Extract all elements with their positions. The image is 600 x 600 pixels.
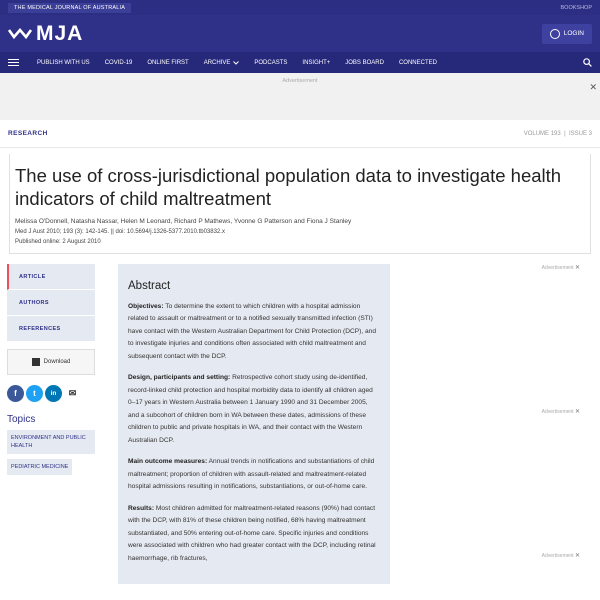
design-text: Retrospective cohort study using de-identified, record-linked child protection and hospital morbidity data to identify all children aged 0–17 years in Western Australia between 1 January 1990 and 31 December 2005, and a subcohort of children born in WA between these dates, admissions of these children to public and private hospitals in WA, and their contact with the Western Australian DCP. bbox=[128, 374, 373, 444]
site-header bbox=[0, 15, 600, 52]
section-label[interactable]: RESEARCH bbox=[8, 130, 48, 137]
pdf-icon bbox=[32, 358, 40, 366]
article-body bbox=[0, 254, 600, 584]
nav-item-covid[interactable]: COVID-19 bbox=[104, 59, 133, 66]
published-date: Published online: 2 August 2010 bbox=[15, 239, 101, 245]
results-text: Most children admitted for maltreatment-related reasons (90%) had contact with the DCP, with 81% of these children being notified, 68% having maltreatment substantiated, and 50% entering out-of-home care. Specific injuries and conditions were associated with children who had greater contact with the DCP, including retinal haemorrhage, rib fractures, bbox=[128, 504, 376, 562]
topic-pediatric-medicine[interactable]: PEDIATRIC MEDICINE bbox=[7, 459, 72, 475]
main-nav bbox=[0, 52, 600, 73]
nav-item-publish[interactable]: PUBLISH WITH US bbox=[37, 59, 90, 66]
abstract-objectives bbox=[128, 301, 380, 364]
objectives-text: To determine the extent to which children with a hospital admission related to assault or maltreatment or to a notified sexually transmitted infection (STI) have contact with the Western Australian Department for Child Protection (DCP), and to investigate injuries and conditions often associated with child maltreatment and subsequent contact with the DCP. bbox=[128, 302, 376, 360]
side-ad-3 bbox=[542, 552, 580, 559]
ad-label-3: Advertisement bbox=[541, 553, 574, 559]
logo-text: MJA bbox=[36, 21, 84, 45]
abstract-heading: Abstract bbox=[128, 280, 171, 292]
abstract-outcomes bbox=[128, 456, 380, 494]
article-authors: Melissa O'Donnell, Natasha Nassar, Helen M Leonard, Richard P Mathews, Yvonne G Patterson and Fiona J Stanley bbox=[15, 218, 352, 225]
top-bar bbox=[0, 0, 600, 15]
article-title: The use of cross-jurisdictional population data to investigate health indicators of child maltreatment bbox=[15, 165, 562, 209]
side-ad-2 bbox=[542, 408, 580, 415]
close-ad-icon-3[interactable]: ✕ bbox=[574, 553, 580, 559]
article-header bbox=[9, 154, 591, 254]
outcomes-text: Annual trends in notifications and substantiations of child maltreatment; proportion of children with assault-related and maltreatment-related hospital admissions resulting in notifications, substantiations, or out-of-home care. bbox=[128, 458, 375, 490]
section-bar bbox=[0, 120, 600, 148]
linkedin-icon[interactable]: in bbox=[45, 385, 62, 402]
article-citation: Med J Aust 2010; 193 (3): 142-145. || doi: 10.5694/j.1326-5377.2010.tb03832.x bbox=[15, 229, 225, 235]
article-sidebar bbox=[7, 264, 95, 584]
side-ad-1 bbox=[542, 264, 580, 271]
facebook-icon[interactable]: f bbox=[7, 385, 24, 402]
nav-item-insight[interactable]: INSIGHT+ bbox=[302, 59, 331, 66]
tab-authors[interactable]: AUTHORS bbox=[7, 290, 95, 316]
volume-issue: VOLUME 193 | ISSUE 3 bbox=[523, 130, 592, 137]
results-label: Results: bbox=[128, 504, 155, 512]
nav-item-archive-label: ARCHIVE bbox=[203, 59, 231, 66]
advertisement-label: Advertisement bbox=[282, 78, 318, 84]
nav-item-online-first[interactable]: ONLINE FIRST bbox=[147, 59, 189, 66]
email-icon[interactable]: ✉ bbox=[64, 385, 81, 402]
nav-item-connected[interactable]: CONNECTED bbox=[398, 59, 437, 66]
close-ad-icon-2[interactable]: ✕ bbox=[574, 409, 580, 415]
topics-heading: Topics bbox=[7, 414, 36, 425]
chevron-logo-icon bbox=[8, 27, 32, 41]
tab-references[interactable]: REFERENCES bbox=[7, 316, 95, 342]
hamburger-menu-icon[interactable] bbox=[8, 57, 19, 69]
download-label: Download bbox=[43, 359, 71, 365]
ad-label-2: Advertisement bbox=[541, 409, 574, 415]
nav-item-podcasts[interactable]: PODCASTS bbox=[254, 59, 288, 66]
login-button[interactable] bbox=[542, 24, 592, 44]
search-icon[interactable] bbox=[583, 58, 592, 67]
login-label: LOGIN bbox=[563, 30, 584, 37]
objectives-label: Objectives: bbox=[128, 302, 164, 310]
topic-environment-public-health[interactable]: ENVIRONMENT AND PUBLIC HEALTH bbox=[7, 430, 95, 454]
nav-item-jobs-board[interactable]: JOBS BOARD bbox=[345, 59, 384, 66]
issue-label[interactable]: ISSUE 3 bbox=[568, 130, 592, 137]
ad-label-1: Advertisement bbox=[541, 265, 574, 271]
journal-name-link[interactable]: THE MEDICAL JOURNAL OF AUSTRALIA bbox=[8, 3, 131, 13]
download-button[interactable] bbox=[7, 349, 95, 375]
top-advertisement bbox=[0, 73, 600, 120]
close-ad-icon[interactable]: ✕ bbox=[589, 82, 597, 92]
bookshop-link[interactable]: BOOKSHOP bbox=[560, 4, 592, 11]
advertisement-column bbox=[390, 264, 593, 584]
user-icon bbox=[550, 29, 560, 39]
social-share bbox=[7, 385, 95, 402]
abstract-results bbox=[128, 503, 380, 566]
twitter-icon[interactable]: t bbox=[26, 385, 43, 402]
nav-item-archive[interactable] bbox=[204, 60, 240, 66]
tab-article[interactable]: ARTICLE bbox=[7, 264, 95, 290]
volume-label[interactable]: VOLUME 193 bbox=[523, 130, 561, 137]
abstract-design bbox=[128, 372, 380, 447]
design-label: Design, participants and setting: bbox=[128, 374, 231, 381]
close-ad-icon-1[interactable]: ✕ bbox=[574, 265, 580, 271]
abstract-panel bbox=[118, 264, 390, 584]
outcomes-label: Main outcome measures: bbox=[128, 458, 208, 465]
article-tabs bbox=[7, 264, 95, 342]
chevron-down-icon bbox=[233, 61, 239, 65]
mja-logo[interactable] bbox=[8, 22, 83, 46]
